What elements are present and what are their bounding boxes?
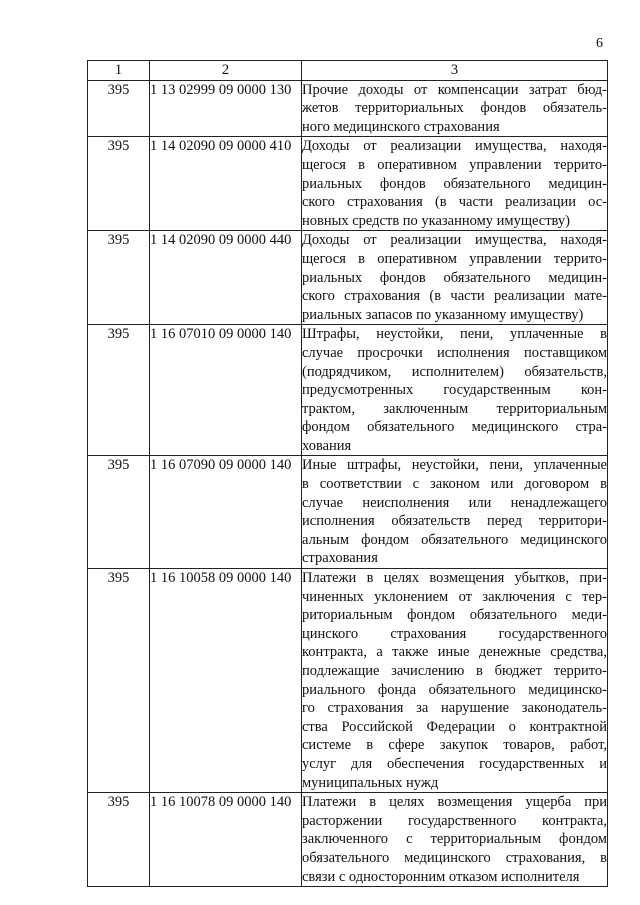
budget-revenue-table (87, 60, 608, 887)
revenue-name-line: жетов территориальных фондов обязатель- (302, 100, 607, 117)
revenue-name-cell (302, 80, 608, 137)
revenue-name-line: чиненных уклонением от заключения с тер- (302, 588, 607, 605)
revenue-name-line: ного медицинского страхования (302, 118, 500, 135)
revenue-name-line: новных средств по указанному имуществу) (302, 212, 570, 229)
revenue-name-line: Иные штрафы, неустойки, пени, уплаченные (302, 457, 607, 474)
revenue-code-cell: 1 16 07010 09 0000 140 (150, 325, 302, 456)
revenue-code-cell: 1 16 07090 09 0000 140 (150, 456, 302, 569)
revenue-name-cell (302, 793, 608, 887)
revenue-name-line: муниципальных нужд (302, 774, 439, 791)
revenue-name-line: риальных фондов обязательного медицин- (302, 175, 607, 192)
revenue-name-line: альным фондом обязательного медицинского (302, 531, 607, 548)
revenue-name-line: Доходы от реализации имущества, находя- (302, 138, 607, 155)
admin-code-cell: 395 (88, 231, 150, 325)
revenue-name-line: щегося в оперативном управлении террито- (302, 156, 607, 173)
admin-code-cell: 395 (88, 325, 150, 456)
revenue-name-line: предусмотренных государственным кон- (302, 382, 607, 399)
revenue-name-line: обязательного медицинского страхования, в (302, 849, 607, 866)
revenue-name-line: Платежи в целях возмещения ущерба при (302, 794, 607, 811)
column-header: 1 (88, 61, 150, 81)
revenue-name-line: хования (302, 437, 352, 454)
revenue-name-line: ского страхования (в части реализации ос- (302, 194, 607, 211)
table-row (88, 231, 608, 325)
revenue-code-cell: 1 14 02090 09 0000 440 (150, 231, 302, 325)
revenue-name-cell (302, 456, 608, 569)
admin-code-cell: 395 (88, 456, 150, 569)
admin-code-cell: 395 (88, 793, 150, 887)
revenue-name-line: случае неисполнения или ненадлежащего (302, 494, 607, 511)
revenue-name-line: ского страхования (в части реализации мате- (302, 288, 607, 305)
table-row (88, 137, 608, 231)
revenue-code-cell: 1 14 02090 09 0000 410 (150, 137, 302, 231)
revenue-name-line: го страхования за нарушение законодатель- (302, 700, 607, 717)
revenue-name-line: подлежащие зачислению в бюджет террито- (302, 663, 607, 679)
revenue-name-cell (302, 325, 608, 456)
revenue-name-line: Прочие доходы от компенсации затрат бюд- (302, 81, 607, 98)
revenue-name-line: услуг для обеспечения государственных и (302, 755, 607, 772)
column-header: 3 (302, 61, 608, 81)
revenue-name-line: (подрядчиком, исполнителем) обязательств, (302, 363, 607, 380)
revenue-name-line: риальных фондов обязательного медицин- (302, 269, 607, 286)
revenue-name-cell (302, 231, 608, 325)
revenue-code-cell: 1 13 02999 09 0000 130 (150, 80, 302, 137)
revenue-name-line: риториальным фондом обязательного меди- (302, 607, 607, 624)
revenue-name-line: трактом, заключенным территориальным (302, 400, 607, 417)
column-header: 2 (150, 61, 302, 81)
revenue-code-cell: 1 16 10058 09 0000 140 (150, 569, 302, 793)
revenue-name-line: Доходы от реализации имущества, находя- (302, 232, 607, 249)
revenue-name-line: страхования (302, 550, 378, 567)
revenue-name-line: Платежи в целях возмещения убытков, при- (302, 570, 607, 587)
revenue-name-line: исполнения обязательств перед территори- (302, 513, 607, 530)
admin-code-cell: 395 (88, 80, 150, 137)
admin-code-cell: 395 (88, 137, 150, 231)
revenue-name-line: Штрафы, неустойки, пени, уплаченные в (302, 326, 607, 343)
table-header-row (88, 61, 608, 81)
revenue-name-line: расторжении государственного контракта, (302, 812, 607, 829)
revenue-name-line: системе в сфере закупок товаров, работ, (302, 737, 607, 754)
revenue-code-cell: 1 16 10078 09 0000 140 (150, 793, 302, 887)
revenue-name-line: случае просрочки исполнения поставщиком (302, 344, 607, 361)
revenue-name-cell (302, 569, 608, 793)
revenue-name-line: заключенного с территориальным фондом (302, 831, 607, 848)
table-row (88, 793, 608, 887)
table-row (88, 325, 608, 456)
page-number: 6 (596, 36, 603, 51)
table-row (88, 569, 608, 793)
revenue-name-line: связи с односторонним отказом исполнителя (302, 868, 580, 885)
revenue-name-line: щегося в оперативном управлении террито- (302, 250, 607, 267)
admin-code-cell: 395 (88, 569, 150, 793)
table-row (88, 456, 608, 569)
table-body (88, 80, 608, 887)
revenue-name-line: ства Российской Федерации о контрактной (302, 718, 607, 735)
revenue-name-line: фондом обязательного медицинского стра- (302, 419, 607, 436)
revenue-name-line: риальных запасов по указанному имуществу) (302, 306, 584, 323)
revenue-name-line: контракта, а также иные денежные средства, (302, 644, 607, 661)
revenue-name-line: риального фонда обязательного медицинско- (302, 681, 607, 698)
revenue-name-cell (302, 137, 608, 231)
revenue-name-line: цинского страхования государственного (302, 625, 607, 642)
table-row (88, 80, 608, 137)
revenue-name-line: в соответствии с законом или договором в (302, 476, 607, 493)
